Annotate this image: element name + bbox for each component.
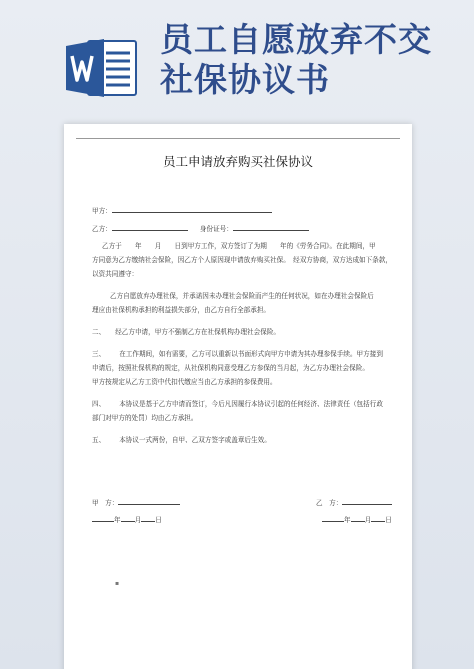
- clause-2-text: 经乙方申请，甲方不强制乙方在社保机构办理社会保险。: [115, 328, 281, 336]
- date-b-month-blank: [351, 515, 365, 522]
- date-b-day: 日: [385, 516, 392, 524]
- id-number-blank: [233, 224, 309, 231]
- bottom-mark: ▪: [115, 580, 120, 587]
- clause-1-line-1: 乙方自愿放弃办理社保，并承诺因未办理社会保险而产生的任何状况，如在办理社会保险后: [110, 292, 374, 300]
- clause-2-line: [92, 328, 280, 336]
- party-b-line: [92, 224, 309, 233]
- intro-line-2: 方同意为乙方缴纳社会保险，因乙方个人原因现申请放弃购买社保。 经双方协商，双方达成如下条款，: [92, 256, 393, 264]
- date-b-year-blank: [322, 515, 344, 522]
- date-b-day-blank: [371, 515, 385, 522]
- signature-b-label: 乙 方：: [316, 499, 343, 507]
- date-a-year: 年: [114, 516, 121, 524]
- id-number-label: 身份证号：: [199, 225, 233, 233]
- date-a-month: 月: [134, 516, 142, 524]
- intro-line-3: 以资共同遵守：: [92, 270, 139, 278]
- clause-3-line-1: [92, 350, 383, 358]
- signature-a-blank: [118, 498, 180, 505]
- clause-3-line-2: 申请后，按照社保机构的规定，从社保机构同意受理乙方参保的当月起，为乙方办理社会保险。: [92, 364, 369, 372]
- party-b-label: 乙方：: [92, 225, 112, 233]
- document-page: [64, 124, 412, 669]
- banner-title: [160, 20, 432, 100]
- document-title: 员工申请放弃购买社保协议: [162, 154, 313, 169]
- clause-3-text-1: 在工作期间，如有需要，乙方可以重新以书面形式向甲方申请为其办理参保手续。甲方接到: [119, 350, 383, 358]
- clause-2-number: 二、: [92, 328, 106, 336]
- date-b-month: 月: [364, 516, 372, 524]
- word-document-icon: [66, 37, 138, 99]
- signature-b-blank: [342, 498, 392, 505]
- banner-title-line-1: 员工自愿放弃不交: [160, 20, 432, 59]
- clause-4-text-1: 本协议是基于乙方申请而签订，今后凡因履行本协议引起的任何经济、法律责任（包括行政: [119, 400, 383, 408]
- clause-3-line-3: 甲方按规定从乙方工资中代扣代缴应当由乙方承担的参保费用。: [92, 378, 277, 386]
- banner-title-line-2: 社保协议书: [160, 60, 330, 99]
- clause-4-number: 四、: [92, 400, 106, 408]
- date-party-a: [92, 515, 162, 524]
- clause-3-number: 三、: [92, 350, 106, 358]
- clause-1-line-2: 理应由社保机构承担的利益损失部分，由乙方自行全部承担。: [92, 306, 271, 314]
- signature-party-a: [92, 498, 180, 507]
- header-rule: [76, 138, 400, 139]
- clause-5-number: 五、: [92, 436, 106, 444]
- intro-line-1: 乙方于 年 月 日到甲方工作，双方签订了为期 年的《劳务合同》。在此期间，甲: [102, 242, 376, 250]
- party-b-blank: [112, 224, 188, 231]
- clause-5-text: 本协议一式两份，自甲、乙双方签字或盖章后生效。: [119, 436, 271, 444]
- party-a-line: [92, 206, 272, 215]
- date-a-day-blank: [141, 515, 155, 522]
- date-a-day: 日: [155, 516, 162, 524]
- date-a-year-blank: [92, 515, 114, 522]
- date-party-b: [322, 515, 392, 524]
- party-a-label: 甲方：: [92, 207, 112, 215]
- date-a-month-blank: [121, 515, 135, 522]
- clause-4-line-1: [92, 400, 383, 408]
- clause-4-line-2: 部门对甲方的处罚）均由乙方承担。: [92, 414, 198, 422]
- date-b-year: 年: [344, 516, 351, 524]
- signature-party-b: [316, 498, 392, 507]
- signature-a-label: 甲 方：: [92, 499, 119, 507]
- party-a-blank: [112, 206, 272, 213]
- clause-5-line: [92, 436, 271, 444]
